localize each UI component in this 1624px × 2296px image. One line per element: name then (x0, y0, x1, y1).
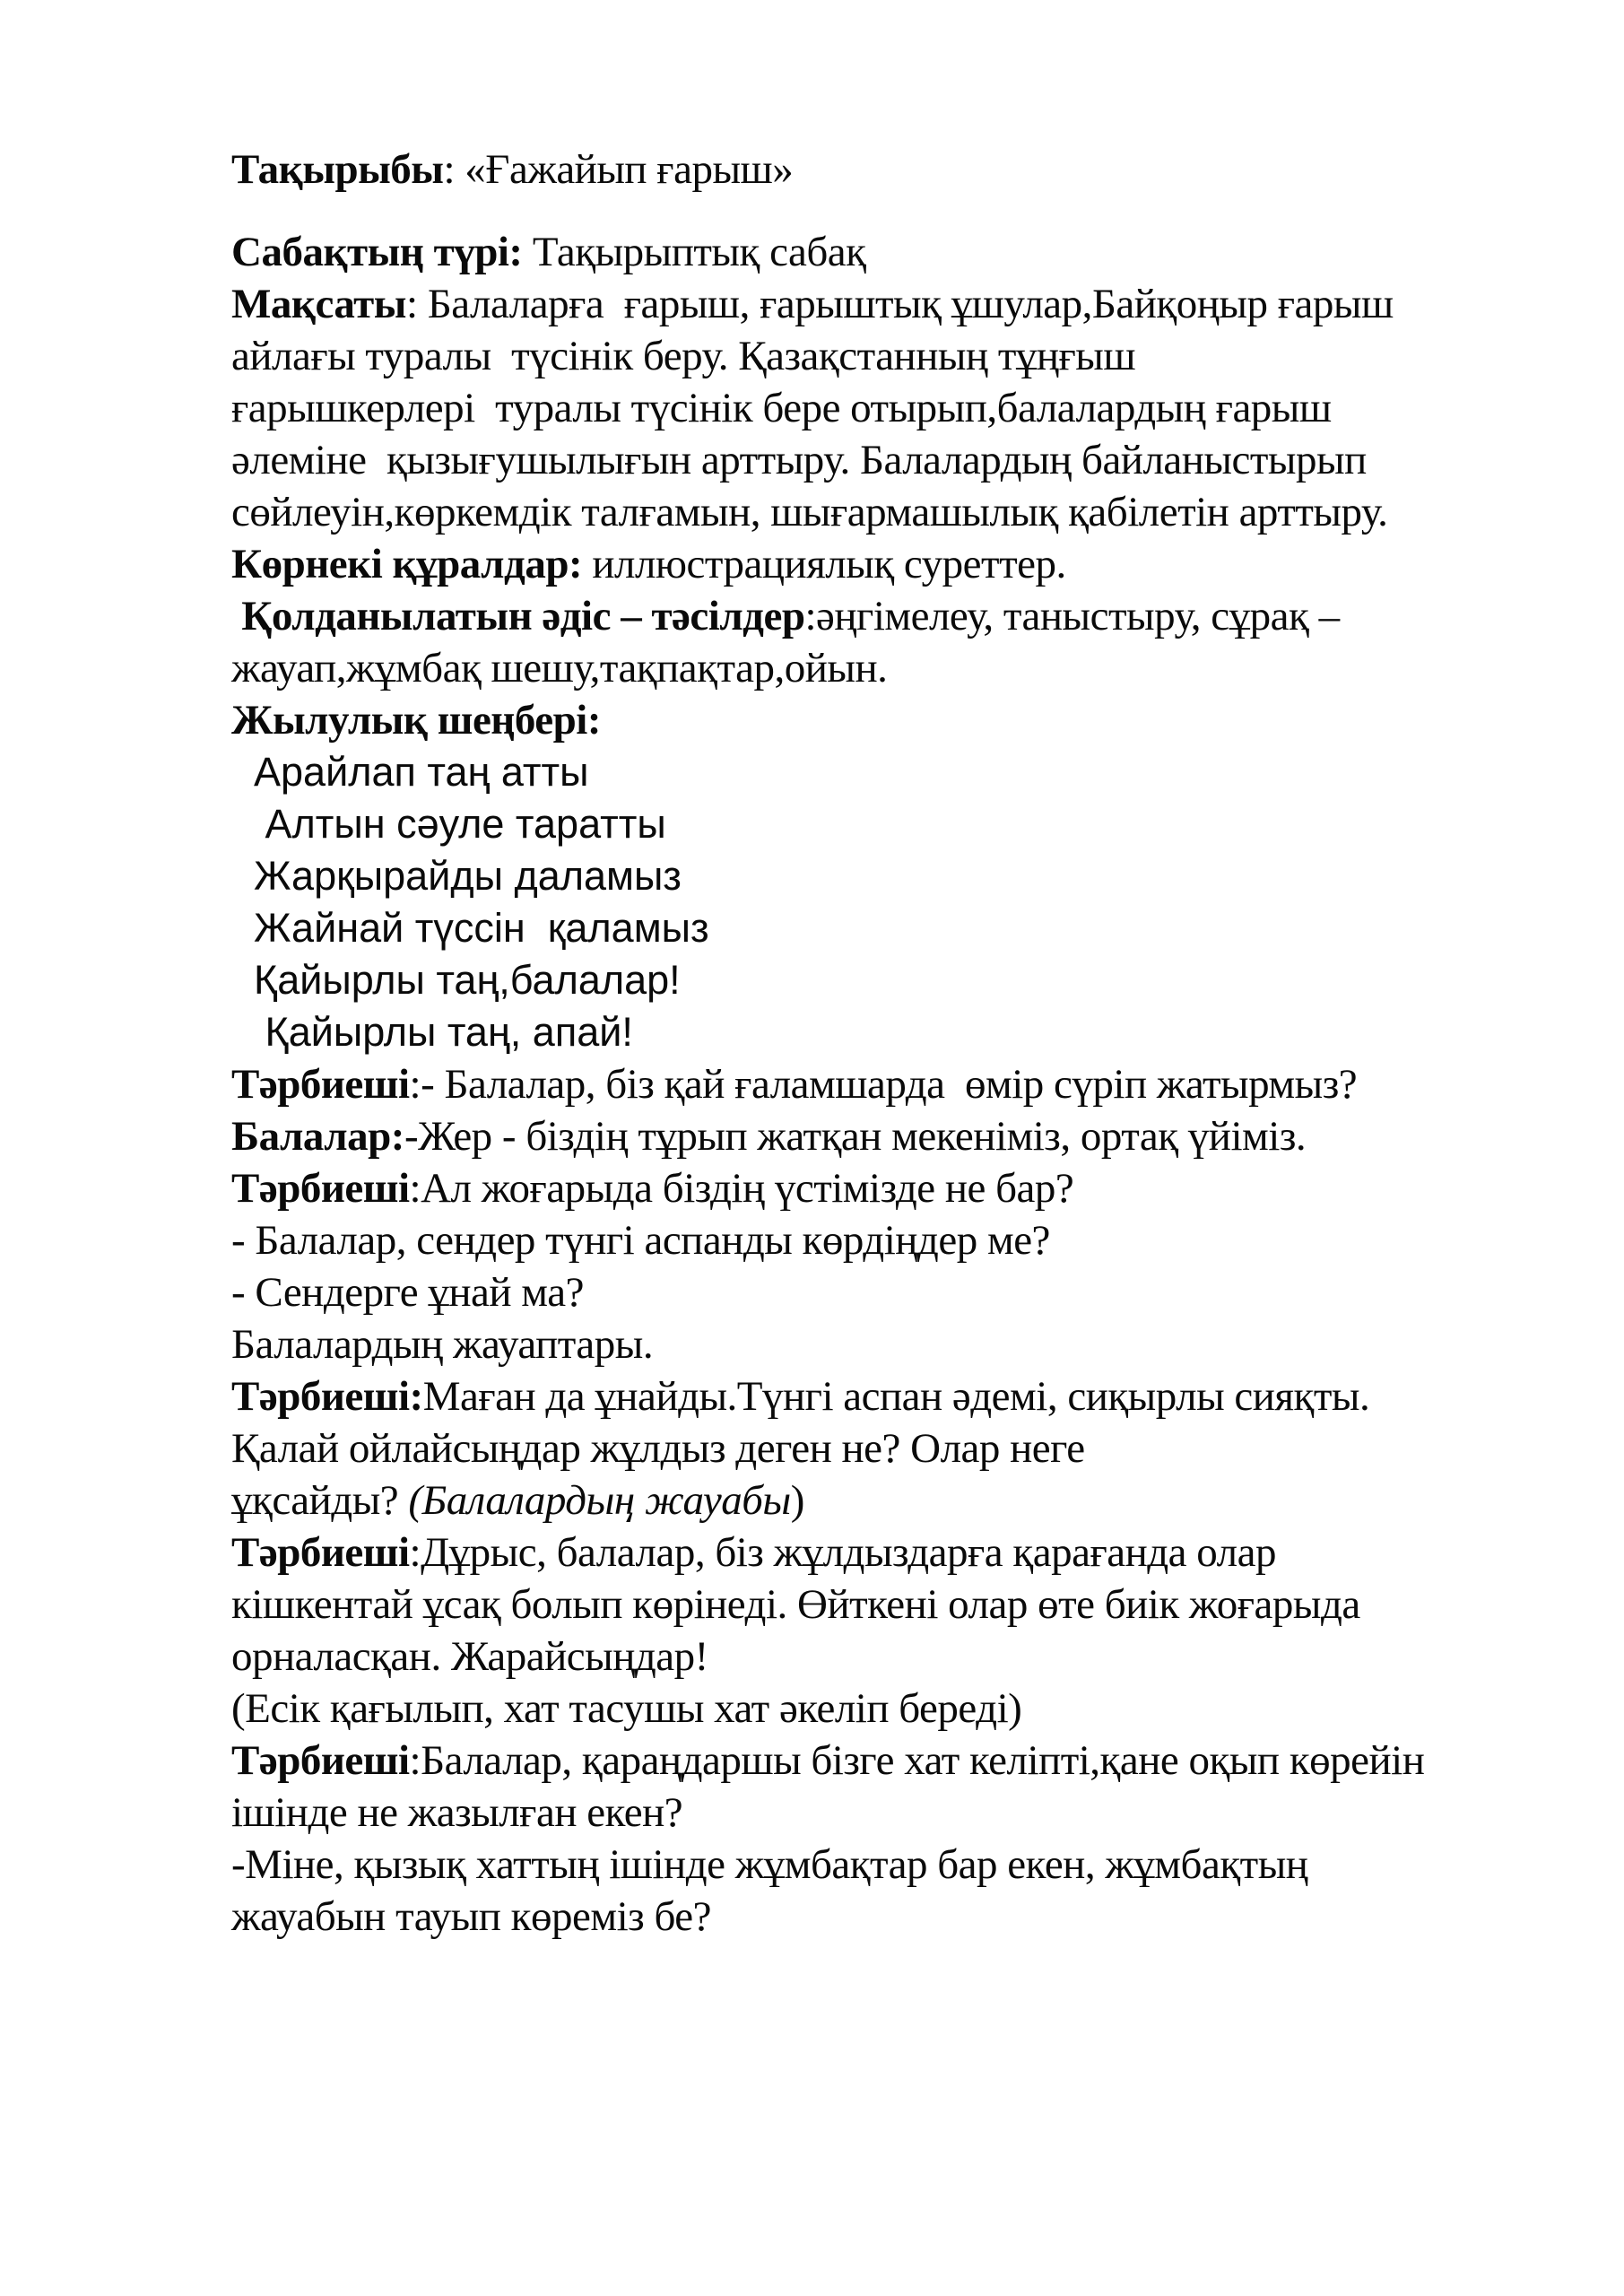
text-segment: Балалар: (231, 1113, 404, 1160)
text-segment: Қалай ойлайсыңдар жұлдыз деген не? Олар неге (231, 1425, 1085, 1472)
text-segment: (Балалардың жауабы (408, 1477, 791, 1524)
text-line (231, 1006, 1570, 1058)
text-segment: - Балалар, сендер түнгі аспанды көрдіңдер ме? (231, 1217, 1050, 1264)
text-line (231, 1214, 1570, 1266)
text-segment: Балалардың жауаптары. (231, 1321, 654, 1368)
document-content (231, 144, 1570, 1943)
text-segment: Тақырыптық сабақ (522, 229, 866, 275)
text-line (231, 1266, 1570, 1318)
text-line (231, 1318, 1570, 1370)
text-line (231, 694, 1570, 746)
text-segment: жауабын тауып көреміз бе? (231, 1893, 711, 1940)
text-segment: Қайырлы таң, апай! (231, 1009, 633, 1055)
text-line (231, 1058, 1570, 1110)
text-segment: Маған да ұнайды.Түнгі аспан әдемі, сиқырлы сияқты. (422, 1373, 1370, 1420)
text-segment: ұқсайды? (231, 1477, 409, 1524)
text-segment: ішінде не жазылған екен? (231, 1789, 683, 1836)
text-segment: :- Балалар, біз қай ғаламшарда өмір сүріп жатырмыз? (409, 1061, 1358, 1108)
text-segment: иллюстрациялық суреттер. (582, 541, 1066, 587)
text-segment: Алтын сәуле таратты (231, 801, 666, 847)
blank-line (231, 196, 1570, 226)
text-segment: Мақсаты (231, 281, 406, 327)
text-line (231, 590, 1570, 642)
text-line (231, 1370, 1570, 1422)
text-line (231, 954, 1570, 1006)
text-line (231, 1683, 1570, 1735)
text-line (231, 382, 1570, 434)
text-segment: Жарқырайды даламыз (231, 853, 682, 899)
text-line (231, 1474, 1570, 1526)
text-segment: ғарышкерлері туралы түсінік бере отырып,балалардың ғарыш (231, 385, 1332, 431)
text-segment: Жылулық шеңбері: (231, 697, 601, 744)
text-segment: кішкентай ұсақ болып көрінеді. Өйткені олар өте биік жоғарыда (231, 1581, 1360, 1628)
text-segment: :Ал жоғарыда біздің үстімізде не бар? (409, 1165, 1074, 1212)
text-line (231, 486, 1570, 538)
text-segment: Сабақтың түрі: (231, 229, 523, 275)
text-segment: : «Ғажайып ғарыш» (443, 146, 794, 193)
text-line (231, 278, 1570, 330)
text-line (231, 538, 1570, 590)
text-segment: :Балалар, қараңдаршы бізге хат келіпті,қане оқып көрейін (409, 1737, 1425, 1784)
text-segment: (Есік қағылып, хат тасушы хат әкеліп береді) (231, 1685, 1022, 1732)
text-line (231, 642, 1570, 694)
text-line (231, 1735, 1570, 1787)
text-segment: Тәрбиеші: (231, 1373, 423, 1420)
text-line (231, 1578, 1570, 1631)
text-segment: Тақырыбы (231, 146, 444, 193)
text-segment: Қайырлы таң,балалар! (231, 957, 681, 1003)
text-segment: ) (790, 1477, 804, 1524)
text-segment: Тәрбиеші (231, 1165, 410, 1212)
text-line (231, 798, 1570, 850)
text-segment: -Жер - біздің тұрып жатқан мекеніміз, ортақ үйіміз. (404, 1113, 1307, 1160)
text-segment: Арайлап таң атты (231, 749, 589, 795)
text-line (231, 1891, 1570, 1943)
text-line (231, 434, 1570, 486)
text-line (231, 144, 1570, 196)
text-segment: : Балаларға ғарыш, ғарыштық ұшулар,Байқоңыр ғарыш (405, 281, 1394, 327)
text-segment: жауап,жұмбақ шешу,тақпақтар,ойын. (231, 645, 888, 691)
text-line (231, 850, 1570, 902)
text-segment: :әңгімелеу, таныстыру, сұрақ – (804, 593, 1340, 639)
text-line (231, 1162, 1570, 1214)
text-line (231, 330, 1570, 382)
text-segment: орналасқан. Жарайсыңдар! (231, 1633, 708, 1680)
text-segment: сөйлеуін,көркемдік талғамын, шығармашылық қабілетін арттыру. (231, 489, 1388, 535)
text-line (231, 1839, 1570, 1891)
text-line (231, 1631, 1570, 1683)
text-line (231, 226, 1570, 278)
text-segment: әлеміне қызығушылығын арттыру. Балалардың байланыстырып (231, 437, 1367, 483)
text-segment: Көрнекі құралдар: (231, 541, 583, 587)
text-segment: айлағы туралы түсінік беру. Қазақстанның тұңғыш (231, 333, 1136, 379)
text-line (231, 1526, 1570, 1578)
text-segment: :Дұрыс, балалар, біз жұлдыздарға қарағанда олар (409, 1529, 1276, 1576)
text-segment: Жайнай түссін қаламыз (231, 905, 709, 951)
text-line (231, 1110, 1570, 1162)
text-segment: Тәрбиеші (231, 1061, 410, 1108)
text-segment: -Міне, қызық хаттың ішінде жұмбақтар бар екен, жұмбақтың (231, 1841, 1308, 1888)
text-line (231, 746, 1570, 798)
text-line (231, 902, 1570, 954)
text-line (231, 1422, 1570, 1474)
text-segment: Тәрбиеші (231, 1529, 410, 1576)
text-line (231, 1787, 1570, 1839)
text-segment: Тәрбиеші (231, 1737, 410, 1784)
text-segment: Қолданылатын әдіс – тәсілдер (231, 593, 805, 639)
text-segment: - Сендерге ұнай ма? (231, 1269, 584, 1316)
